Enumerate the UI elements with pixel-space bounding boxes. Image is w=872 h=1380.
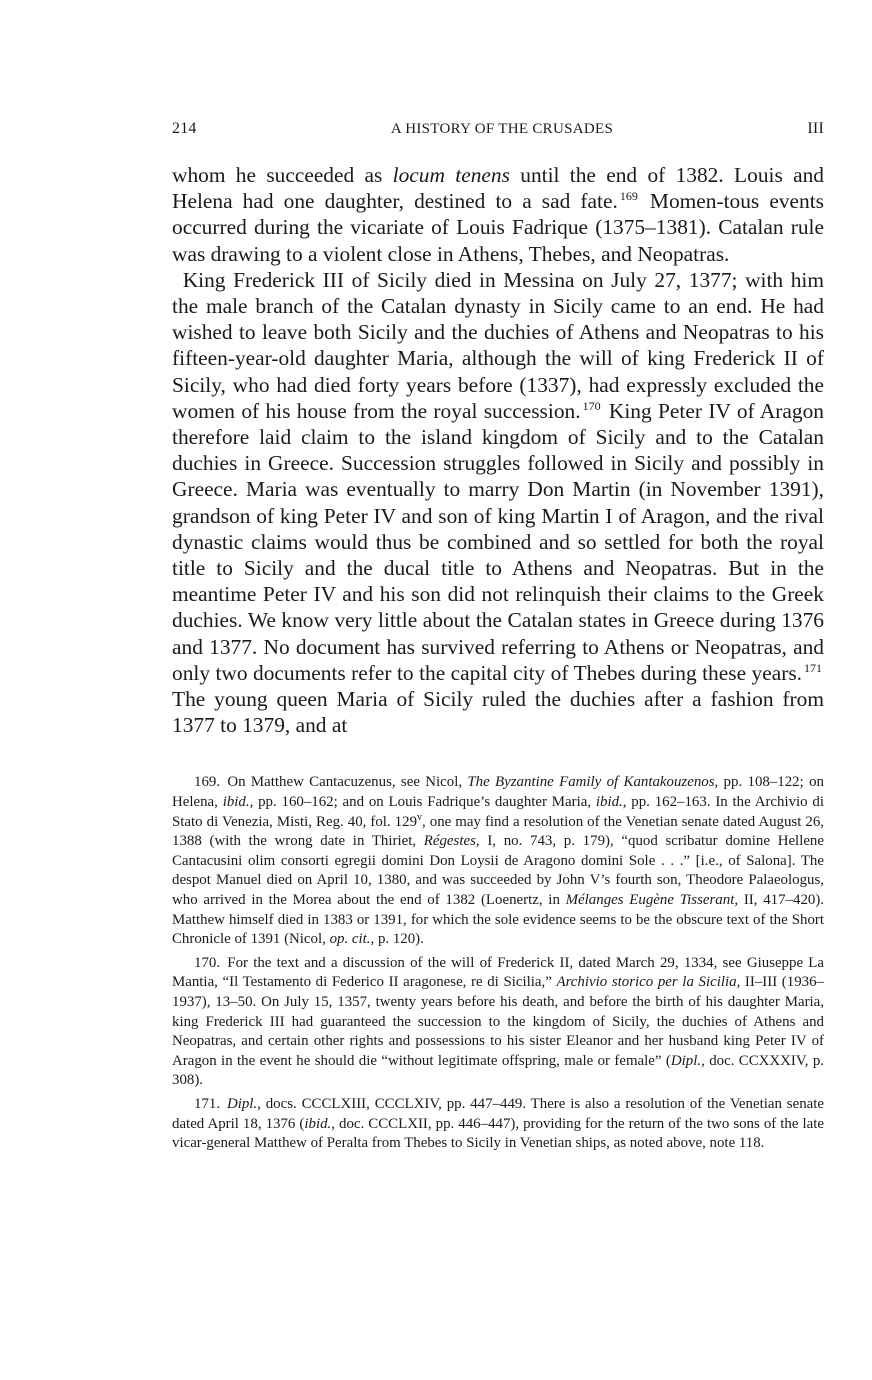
text-run: pp. 160–162; and on Louis Fadrique’s daughter Maria, bbox=[253, 794, 596, 811]
text-run: pp. 108–122; on Helena, bbox=[172, 774, 824, 811]
volume-number: III bbox=[807, 120, 824, 137]
text-run: doc. CCCLXII, pp. 446–447), providing for the return of the two sons of the late vicar-general Matthew of Peralta from Thebes to Sicily in Venetian ships, as noted above, note 118. bbox=[172, 1115, 824, 1152]
footnote-170 bbox=[172, 954, 824, 1091]
text-run: King Frederick III of Sicily died in Messina on July 27, 1377; with him the male branch of the Catalan dynasty in Sicily came to an end. He had wished to leave both Sicily and the duchies of Athens and Neopatras to his fifteen-year-old daughter Maria, although the will of king Frederick II of Sicily, who had died forty years before (1337), had expressly excluded the women of his house from the royal succession. bbox=[172, 267, 824, 423]
italic-title: Dipl., bbox=[670, 1052, 705, 1069]
text-run: On Matthew Cantacuzenus, see Nicol, bbox=[222, 774, 468, 791]
italic-title: Archivio storico per la Sicilia, bbox=[556, 974, 741, 991]
book-page bbox=[172, 120, 824, 1158]
paragraph-1 bbox=[172, 162, 824, 267]
paragraph-2 bbox=[172, 267, 824, 739]
text-run: doc. CCXXXIV, p. 308). bbox=[172, 1052, 825, 1089]
text-run: docs. CCCLXIII, CCCLXIV, pp. 447–449. There is also a resolution of the Venetian senate dated April 18, 1376 ( bbox=[172, 1095, 824, 1132]
text-run: The young queen Maria of Sicily ruled the duchies after a fashion from 1377 to 1379, and at bbox=[172, 687, 824, 738]
superscript: v bbox=[417, 811, 423, 823]
text-run: I, no. 743, p. 179), “quod scribatur domine Hellene Cantacusini olim consorti egregii domini Don Loysii de Aragono domini Sole . . .” [i.e., of Salona]. The despot Manuel died on April 10, 1380, and was succeeded by John V’s fourth son, Theodore Palaeologus, who arrived in the Morea about the end of 1382 (Loenertz, in bbox=[172, 833, 824, 909]
text-run: II–III (1936–1937), 13–50. On July 15, 1357, twenty years before his death, and before the birth of his daughter Maria, king Frederick III had guaranteed the succession to the kingdom of Sicily, the duchies of Athens and Neopatras, and certain other rights and possessions to his sister Eleanor and her husband king Peter IV of Aragon in the event he should die “without legitimate offspring, male or female” ( bbox=[172, 974, 824, 1069]
footnote-number: 170. bbox=[194, 954, 221, 971]
footnote-ref-170[interactable]: 170 bbox=[582, 398, 601, 413]
footnote-169 bbox=[172, 773, 824, 949]
italic-title: The Byzantine Family of Kantakouzenos, bbox=[467, 774, 719, 791]
text-run: p. 120). bbox=[374, 931, 424, 948]
italic-title: ibid., bbox=[595, 794, 627, 811]
footnote-number: 171. bbox=[194, 1095, 221, 1112]
text-run: pp. 162–163. In the Archivio di Stato di Venezia, Misti, Reg. 40, fol. 129 bbox=[172, 794, 825, 830]
text-run: For the text and a discussion of the will of Frederick II, dated March 29, 1334, see Giuseppe La Mantia, “Il Testamento di Federico II aragonese, re di Sicilia,” bbox=[172, 954, 824, 991]
footnote-171 bbox=[172, 1095, 824, 1154]
italic-title: ibid., bbox=[304, 1115, 335, 1132]
italic-title: ibid., bbox=[222, 794, 254, 811]
text-run: until the end of 1382. Louis and Helena had one daughter, destined to a sad fate. bbox=[172, 163, 824, 214]
footnote-number: 169. bbox=[194, 774, 221, 791]
text-run: , one may find a resolution of the Venetian senate dated August 26, 1388 (with the wrong date in Thiriet, bbox=[172, 813, 824, 850]
text-run: whom he succeeded as bbox=[172, 163, 393, 187]
running-title: A HISTORY OF THE CRUSADES bbox=[390, 121, 614, 137]
italic-title: Mélanges Eugène Tisserant, bbox=[565, 892, 739, 909]
body-text bbox=[172, 162, 824, 738]
footnotes bbox=[172, 773, 824, 1153]
italic-title: Régestes, bbox=[423, 833, 480, 850]
italic-term: locum tenens bbox=[392, 163, 510, 187]
text-run: Momen-tous events occurred during the vicariate of Louis Fadrique (1375–1381). Catalan rule was drawing to a violent close in Athens, Thebes, and Neopatras. bbox=[172, 189, 825, 266]
footnote-ref-169[interactable]: 169 bbox=[619, 189, 638, 204]
text-run: II, 417–420). Matthew himself died in 1383 or 1391, for which the sole evidence seems to be the obscure text of the Short Chronicle of 1391 (Nicol, bbox=[172, 892, 825, 948]
italic-title: op. cit., bbox=[329, 931, 375, 948]
footnote-ref-171[interactable]: 171 bbox=[804, 660, 822, 675]
italic-title: Dipl., bbox=[226, 1095, 261, 1112]
text-run: King Peter IV of Aragon therefore laid claim to the island kingdom of Sicily and to the Catalan duchies in Greece. Succession struggles followed in Sicily and possibly in Greece. Maria was eventually to marry Don Martin (in November 1391), grandson of king Peter IV and son of king Martin I of Aragon, and the rival dynastic claims would thus be combined and so settled for both the royal title to Sicily and the ducal title to Athens and Neopatras. But in the meantime Peter IV and his son did not relinquish their claims to the Greek duchies. We know very little about the Catalan states in Greece during 1376 and 1377. No document has survived referring to Athens or Neopatras, and only two documents refer to the capital city of Thebes during these years. bbox=[172, 398, 824, 685]
page-number: 214 bbox=[172, 120, 197, 137]
running-head bbox=[172, 120, 824, 144]
